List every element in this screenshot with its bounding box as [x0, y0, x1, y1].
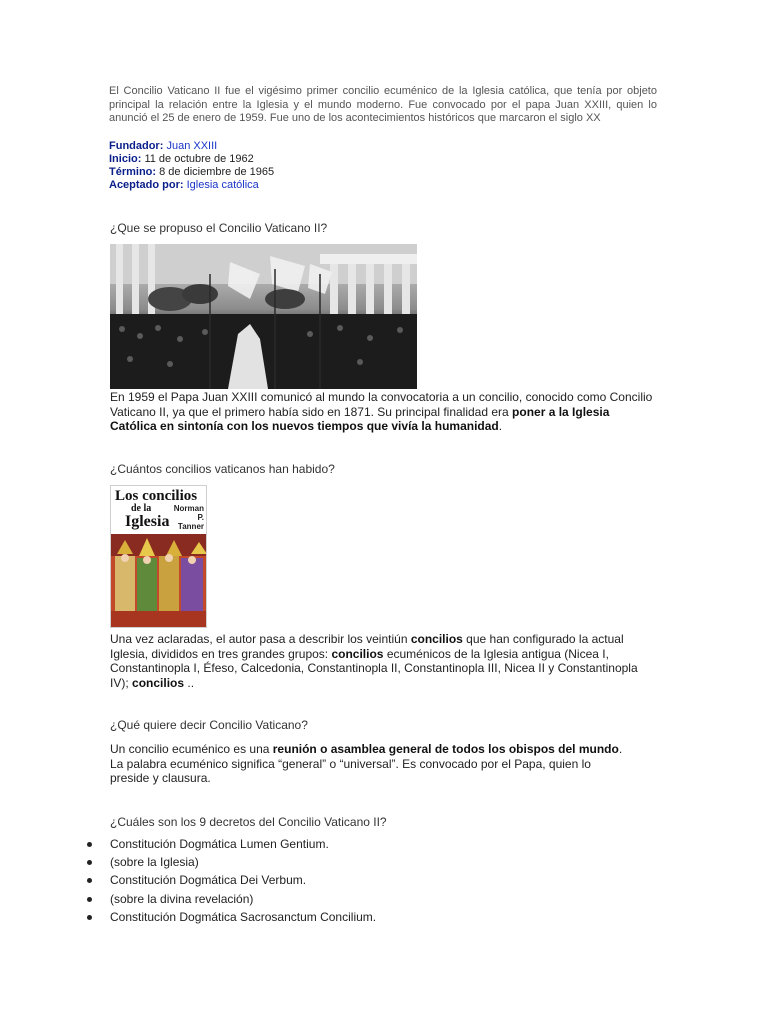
bullet-icon — [87, 878, 92, 883]
founder-link[interactable]: Juan XXIII — [166, 140, 218, 152]
fact-accepted — [109, 179, 274, 192]
decrees-list — [87, 837, 376, 928]
list-item-text: Constitución Dogmática Dei Verbum. — [110, 873, 307, 888]
question-heading: ¿Qué quiere decir Concilio Vaticano? — [110, 718, 308, 732]
keyword: concilios — [410, 632, 463, 646]
book-art — [111, 534, 207, 628]
council-photo — [110, 244, 417, 389]
list-item — [87, 873, 376, 891]
accepted-link[interactable]: Iglesia católica — [186, 179, 259, 191]
section1-bold: poner a la Iglesia Católica en sintonía con los nuevos tiempos que vivía la humanidad — [110, 404, 610, 433]
fact-label: Aceptado por: — [109, 179, 184, 191]
facts-box — [109, 140, 274, 192]
question-heading: ¿Cuántos concilios vaticanos han habido? — [110, 462, 335, 476]
list-item — [87, 855, 376, 873]
fact-value: 8 de diciembre de 1965 — [159, 166, 275, 178]
section1-paragraph — [110, 390, 655, 434]
fact-label: Término: — [109, 166, 157, 178]
list-item — [87, 910, 376, 928]
list-item — [87, 892, 376, 910]
book-cover — [110, 485, 207, 628]
list-item-text: (sobre la divina revelación) — [110, 891, 254, 906]
section3-bold: reunión o asamblea general de todos los obispos del mundo — [272, 742, 619, 756]
list-item-text: (sobre la Iglesia) — [110, 855, 199, 870]
section2-text: que han configurado la actual Iglesia, divididos en tres grandes grupos: — [110, 632, 624, 661]
keyword: concilios — [331, 646, 384, 661]
fact-label: Inicio: — [109, 153, 142, 165]
section2-text: ecuménicos de la Iglesia antigua (Nicea I, Constantinopla I, Éfeso, Calcedonia, Constantinopla II, Constantinopla III, Nicea II y Constantinopla IV); — [110, 646, 638, 690]
list-item-text: Constitución Dogmática Lumen Gentium. — [110, 837, 329, 851]
bullet-icon — [87, 915, 92, 920]
question-heading: ¿Cuáles son los 9 decretos del Concilio Vaticano II? — [110, 815, 387, 829]
section1-text: En 1959 el Papa Juan XXIII comunicó al mundo la convocatoria a un concilio, conocido como Concilio Vaticano II, ya que el primero había sido en 1871. Su principal finalidad era — [110, 390, 653, 419]
section2-text: Una vez aclaradas, el autor pasa a describir los veintiún — [110, 632, 411, 646]
section3-text: Un concilio ecuménico es una — [110, 742, 273, 756]
section1-end: . — [498, 419, 503, 433]
bullet-icon — [87, 860, 92, 865]
fact-label: Fundador: — [109, 140, 164, 152]
fact-value: 11 de octubre de 1962 — [144, 153, 254, 165]
list-item-text: Constitución Dogmática Sacrosanctum Concilium. — [110, 909, 377, 924]
bullet-icon — [87, 842, 92, 847]
fact-start — [109, 153, 274, 166]
council-photo-art — [110, 244, 417, 389]
section3-paragraph — [110, 742, 630, 786]
intro-paragraph: El Concilio Vaticano II fue el vigésimo primer concilio ecuménico de la Iglesia católica, que tenía por objeto principal la relación entre la Iglesia y el mundo moderno. Fue convocado por el papa Juan XXIII, quien lo anunció el 25 de enero de 1959. Fue uno de los acontecimientos históricos que marcaron el siglo XX — [109, 85, 657, 124]
section2-text: .. — [184, 675, 195, 690]
fact-end — [109, 166, 274, 179]
book-title-line1: Los concilios — [115, 488, 198, 504]
question-heading: ¿Que se propuso el Concilio Vaticano II? — [110, 221, 328, 235]
book-title-line2: de la — [131, 503, 152, 514]
bullet-icon — [87, 897, 92, 902]
fact-founder — [109, 140, 274, 153]
list-item — [87, 837, 376, 855]
book-title-line3: Iglesia — [125, 513, 170, 530]
book-author: Norman P. Tanner — [173, 504, 204, 531]
section3-text: . La palabra ecuménico significa “general” o “universal”. Es convocado por el Papa, quien lo preside y clausura. — [110, 742, 623, 785]
section2-paragraph — [110, 632, 655, 690]
keyword: concilios — [132, 675, 185, 690]
